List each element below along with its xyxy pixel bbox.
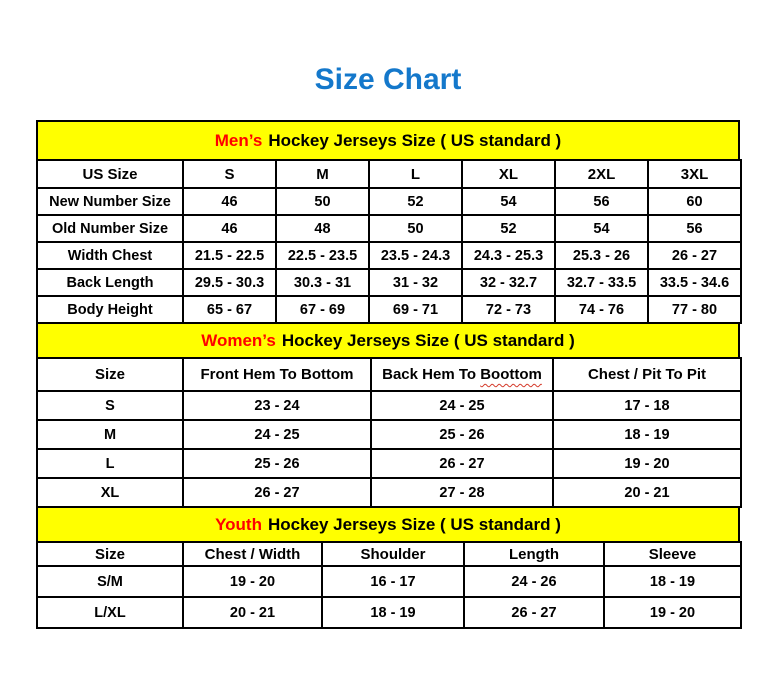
table-cell: 25 - 26 [371,420,553,449]
table-cell: 65 - 67 [183,296,276,323]
youth-column-header-row [37,542,741,566]
table-cell: 50 [369,215,462,242]
table-cell: 31 - 32 [369,269,462,296]
table-cell: 77 - 80 [648,296,741,323]
column-header: US Size [37,160,183,188]
row-label: XL [37,478,183,507]
mens-column-header-row [37,160,741,188]
row-label: S [37,391,183,420]
row-label: M [37,420,183,449]
table-cell: 74 - 76 [555,296,648,323]
table-cell: 67 - 69 [276,296,369,323]
womens-header-text: Hockey Jerseys Size ( US standard ) [281,330,575,350]
column-header: Chest / Width [183,542,322,566]
womens-accent-label: Women’s [201,330,276,350]
mens-accent-label: Men’s [214,130,263,150]
table-cell: 22.5 - 23.5 [276,242,369,269]
column-header: 2XL [555,160,648,188]
table-cell: 26 - 27 [371,449,553,478]
table-cell: 20 - 21 [553,478,741,507]
table-cell: 24 - 26 [464,566,604,597]
table-row [37,296,741,323]
table-cell: 60 [648,188,741,215]
table-cell: 27 - 28 [371,478,553,507]
table-cell: 16 - 17 [322,566,464,597]
column-header: Size [37,358,183,391]
table-cell: 18 - 19 [322,597,464,628]
column-header: S [183,160,276,188]
table-cell: 48 [276,215,369,242]
column-header: 3XL [648,160,741,188]
youth-size-table [36,541,742,629]
row-label: Back Length [37,269,183,296]
table-row [37,597,741,628]
column-header-text: Back Hem To [382,366,477,383]
womens-column-header-row [37,358,741,391]
column-header: XL [462,160,555,188]
row-label: Old Number Size [37,215,183,242]
column-header: Length [464,542,604,566]
table-cell: 21.5 - 22.5 [183,242,276,269]
mens-size-table [36,159,742,324]
table-row [37,449,741,478]
table-cell: 24 - 25 [371,391,553,420]
table-cell: 23 - 24 [183,391,371,420]
row-label: L [37,449,183,478]
column-header: Shoulder [322,542,464,566]
table-row [37,478,741,507]
youth-header-text: Hockey Jerseys Size ( US standard ) [267,514,561,534]
size-chart [36,120,740,629]
row-label: S/M [37,566,183,597]
table-row [37,242,741,269]
table-cell: 52 [369,188,462,215]
womens-size-table [36,357,742,508]
table-row [37,269,741,296]
table-cell: 18 - 19 [553,420,741,449]
table-cell: 56 [648,215,741,242]
column-header: L [369,160,462,188]
page-title: Size Chart [314,63,462,96]
column-header: Front Hem To Bottom [183,358,371,391]
youth-accent-label: Youth [215,514,262,534]
table-cell: 24 - 25 [183,420,371,449]
column-header [371,358,553,391]
table-cell: 25 - 26 [183,449,371,478]
table-cell: 19 - 20 [553,449,741,478]
column-header: Chest / Pit To Pit [553,358,741,391]
table-row [37,188,741,215]
misspelled-word: Boottom [480,366,542,383]
row-label: Body Height [37,296,183,323]
table-cell: 56 [555,188,648,215]
womens-section-header [36,322,740,359]
table-cell: 26 - 27 [648,242,741,269]
table-cell: 52 [462,215,555,242]
table-row [37,391,741,420]
table-row [37,420,741,449]
table-cell: 54 [462,188,555,215]
row-label: Width Chest [37,242,183,269]
table-cell: 20 - 21 [183,597,322,628]
table-cell: 46 [183,188,276,215]
table-row [37,215,741,242]
table-cell: 25.3 - 26 [555,242,648,269]
youth-section-header [36,506,740,543]
table-cell: 30.3 - 31 [276,269,369,296]
table-cell: 19 - 20 [604,597,741,628]
row-label: L/XL [37,597,183,628]
table-cell: 54 [555,215,648,242]
table-row [37,566,741,597]
mens-section-header [36,120,740,161]
column-header: Size [37,542,183,566]
table-cell: 17 - 18 [553,391,741,420]
table-cell: 50 [276,188,369,215]
table-cell: 23.5 - 24.3 [369,242,462,269]
table-cell: 32 - 32.7 [462,269,555,296]
row-label: New Number Size [37,188,183,215]
table-cell: 26 - 27 [183,478,371,507]
column-header: Sleeve [604,542,741,566]
table-cell: 18 - 19 [604,566,741,597]
column-header: M [276,160,369,188]
mens-header-text: Hockey Jerseys Size ( US standard ) [268,130,562,150]
table-cell: 69 - 71 [369,296,462,323]
table-cell: 29.5 - 30.3 [183,269,276,296]
table-cell: 72 - 73 [462,296,555,323]
table-cell: 19 - 20 [183,566,322,597]
table-cell: 24.3 - 25.3 [462,242,555,269]
table-cell: 26 - 27 [464,597,604,628]
table-cell: 32.7 - 33.5 [555,269,648,296]
table-cell: 33.5 - 34.6 [648,269,741,296]
table-cell: 46 [183,215,276,242]
